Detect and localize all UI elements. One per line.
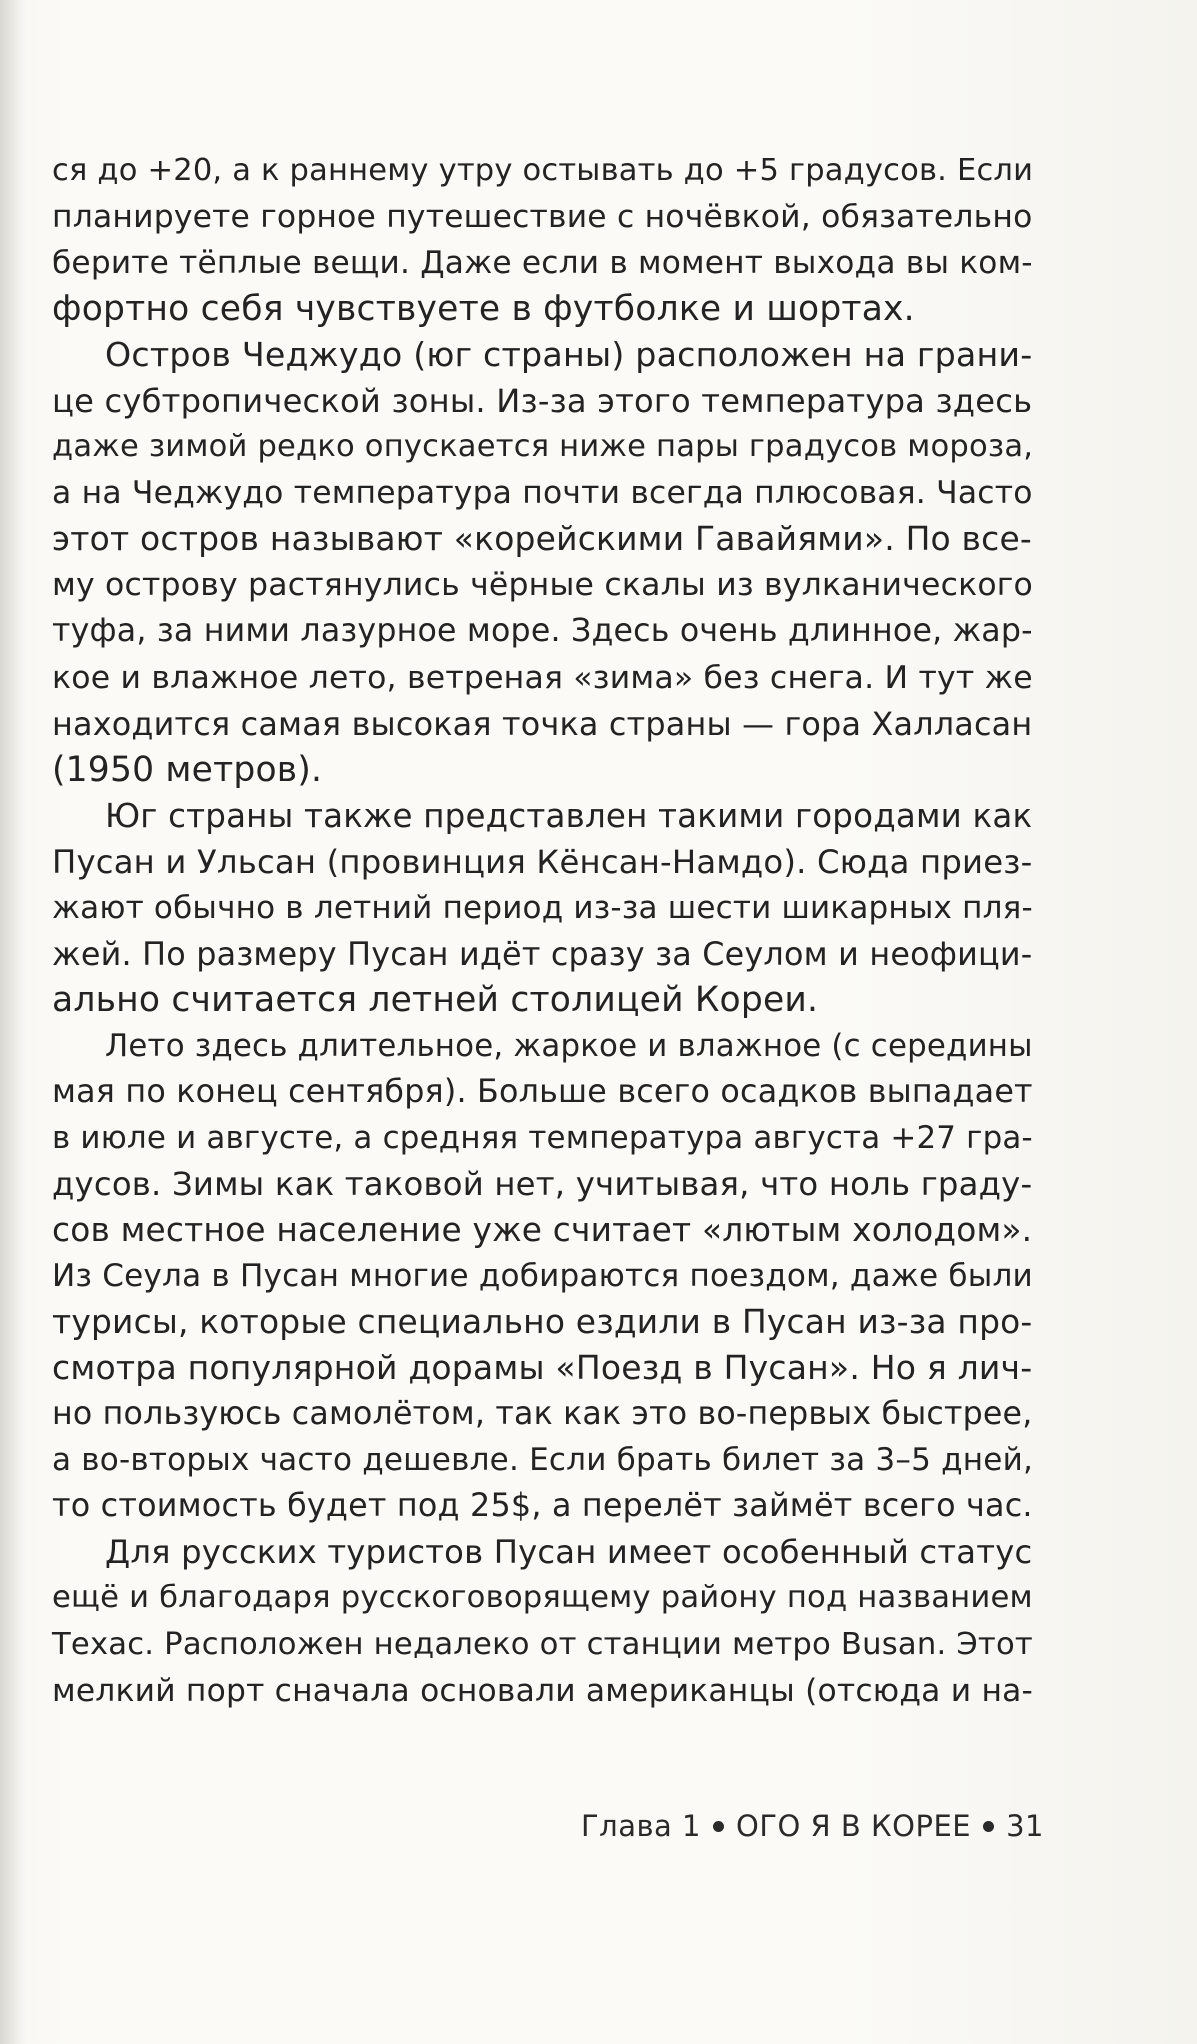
body-text [52,148,1032,1714]
text-line: жают обычно в летний период из-за шести шикарных пля- [52,889,1033,926]
page-number: 31 [1006,1809,1044,1843]
footer-chapter: Глава 1 [580,1809,701,1843]
text-line: дусов. Зимы как таковой нет, учитывая, что ноль граду- [52,1165,1033,1204]
text-line: (1950 метров). [52,749,323,790]
text-line: Лето здесь длительное, жаркое и влажное (с середины [105,1027,1033,1064]
text-line: сов местное население уже считает «лютым холодом». [52,1211,1033,1250]
paragraph [52,1023,1032,1530]
text-line: жей. По размеру Пусан идёт сразу за Сеулом и неофици- [52,934,1033,973]
text-line: даже зимой редко опускается ниже пары градусов мороза, [52,429,1034,465]
text-line: Из Сеула в Пусан многие добираются поездом, даже были [52,1258,1033,1295]
text-line: но пользуюсь самолётом, так как это во-первых быстрее, [52,1396,1033,1433]
text-line: ся до +20, а к раннему утру остывать до +5 градусов. Если [52,153,1034,188]
paragraph [52,148,1032,332]
text-line: му острову растянулись чёрные скалы из вулканического [52,567,1034,604]
paragraph [52,1529,1032,1713]
text-line: берите тёплые вещи. Даже если в момент выхода вы ком- [52,245,1033,282]
page-binding-shadow [0,0,26,2044]
text-line: туфа, за ними лазурное море. Здесь очень длинное, жар- [52,613,1033,650]
text-line: а во-вторых часто дешевле. Если брать билет за 3–5 дней, [52,1442,1034,1479]
text-line: мая по конец сентября). Больше всего осадков выпадает [52,1073,1033,1110]
text-line: планируете горное путешествие с ночёвкой, обязательно [52,199,1033,236]
text-line: ещё и благодаря русскоговорящему району под названием [52,1580,1033,1616]
text-line: мелкий порт сначала основали американцы (отсюда и на- [52,1672,1034,1709]
running-footer [581,1806,1044,1846]
footer-bullet-icon [983,1821,994,1832]
text-line: находится самая высокая точка страны — гора Халласан [52,704,1033,743]
text-line: фортно себя чувствуете в футболке и шортах. [52,289,915,330]
paragraph [52,332,1032,792]
text-line: то стоимость будет под 25$, а перелёт займёт всего час. [52,1487,1033,1525]
text-line: а на Чеджудо температура почти всегда плюсовая. Часто [52,475,1033,512]
text-line: це субтропической зоны. Из-за этого температура здесь [52,382,1033,421]
text-line: в июле и августе, а средняя температура августа +27 гра- [52,1119,1033,1156]
text-line: смотра популярной дорамы «Поезд в Пусан». Но я лич- [52,1348,1033,1388]
text-line: ально считается летней столицей Кореи. [52,979,819,1020]
footer-chapter-title: ОГО Я В КОРЕЕ [736,1809,972,1843]
text-line: турисы, которые специально ездили в Пусан из-за про- [52,1302,1033,1342]
text-line: Юг страны также представлен такими городами как [105,796,1033,835]
text-line: Для русских туристов Пусан имеет особенный статус [105,1533,1033,1572]
paragraph [52,793,1032,1023]
text-line: Остров Чеджудо (юг страны) расположен на грани- [105,335,1033,375]
text-line: кое и влажное лето, ветреная «зима» без снега. И тут же [52,659,1033,696]
text-line: Пусан и Ульсан (провинция Кёнсан-Намдо). Сюда приез- [52,842,1033,881]
footer-bullet-icon [713,1821,724,1832]
text-line: Техас. Расположен недалеко от станции метро Busan. Этот [52,1626,1033,1662]
text-line: этот остров называют «корейскими Гавайями». По все- [52,519,1032,559]
